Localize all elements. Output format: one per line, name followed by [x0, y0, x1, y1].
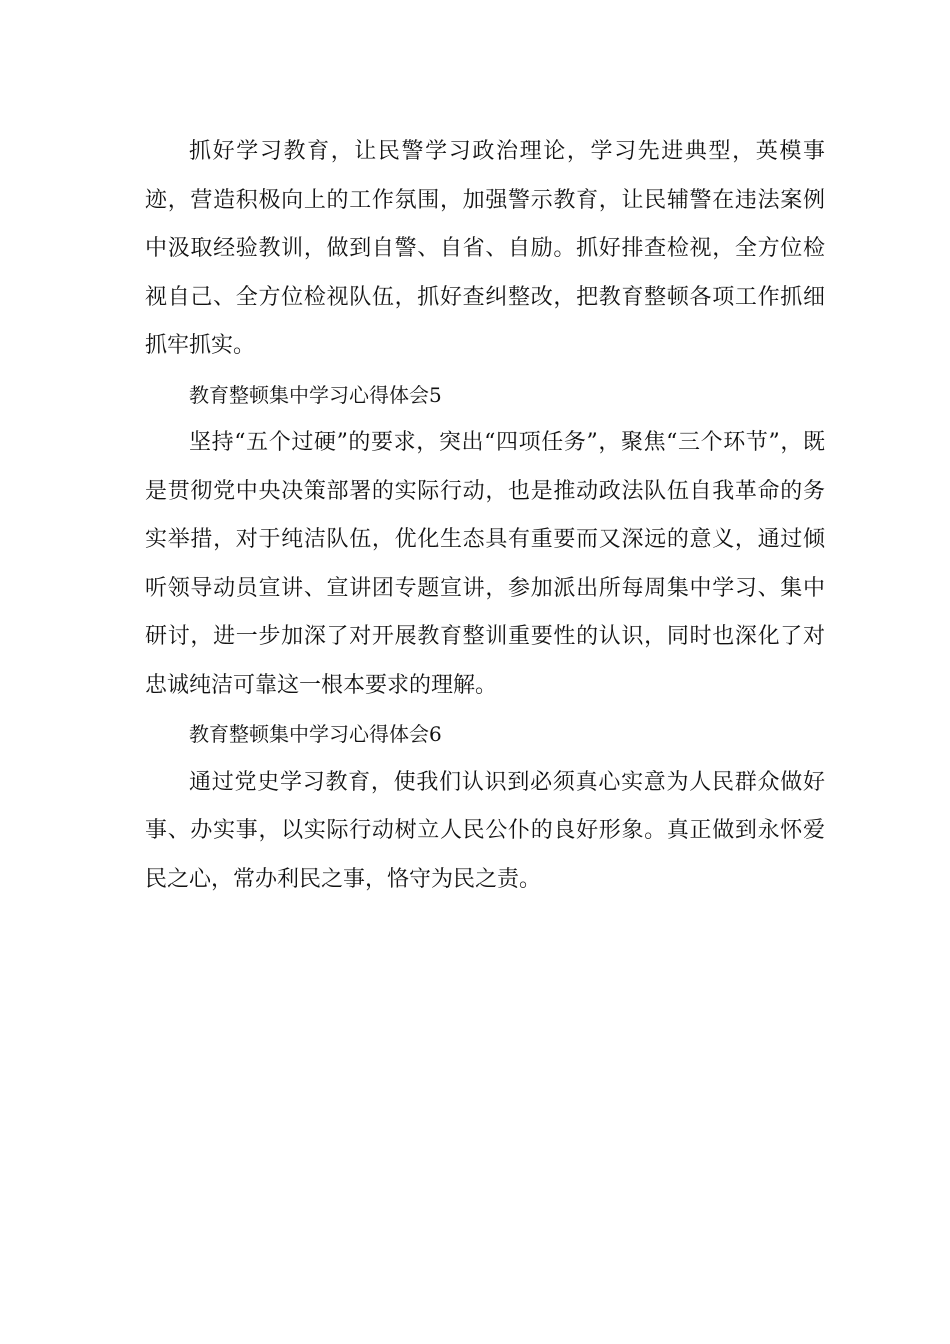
section-heading: 教育整顿集中学习心得体会5: [189, 382, 442, 407]
body-paragraph: 坚持“五个过硬”的要求，突出“四项任务”，聚焦“三个环节”，既是贯彻党中央决策部署的实际行动，也是推动政法队伍自我革命的务实举措，对于纯洁队伍，优化生态具有重要而又深远的意义，通过倾听领导动员宣讲、宣讲团专题宣讲，参加派出所每周集中学习、集中研讨，进一步加深了对开展教育整训重要性的认识，同时也深化了对忠诚纯洁可靠这一根本要求的理解。: [145, 430, 825, 698]
body-paragraph: 通过党史学习教育，使我们认识到必须真心实意为人民群众做好事、办实事，以实际行动树立人民公仆的良好形象。真正做到永怀爱民之心，常办利民之事，恪守为民之责。: [145, 769, 825, 892]
section-heading: 教育整顿集中学习心得体会6: [189, 722, 442, 746]
document-body: [145, 128, 825, 904]
body-paragraph: 抓好学习教育，让民警学习政治理论，学习先进典型，英模事迹，营造积极向上的工作氛围，加强警示教育，让民辅警在违法案例中汲取经验教训，做到自警、自省、自励。抓好排查检视，全方位检视自己、全方位检视队伍，抓好查纠整改，把教育整顿各项工作抓细抓牢抓实。: [145, 139, 825, 358]
